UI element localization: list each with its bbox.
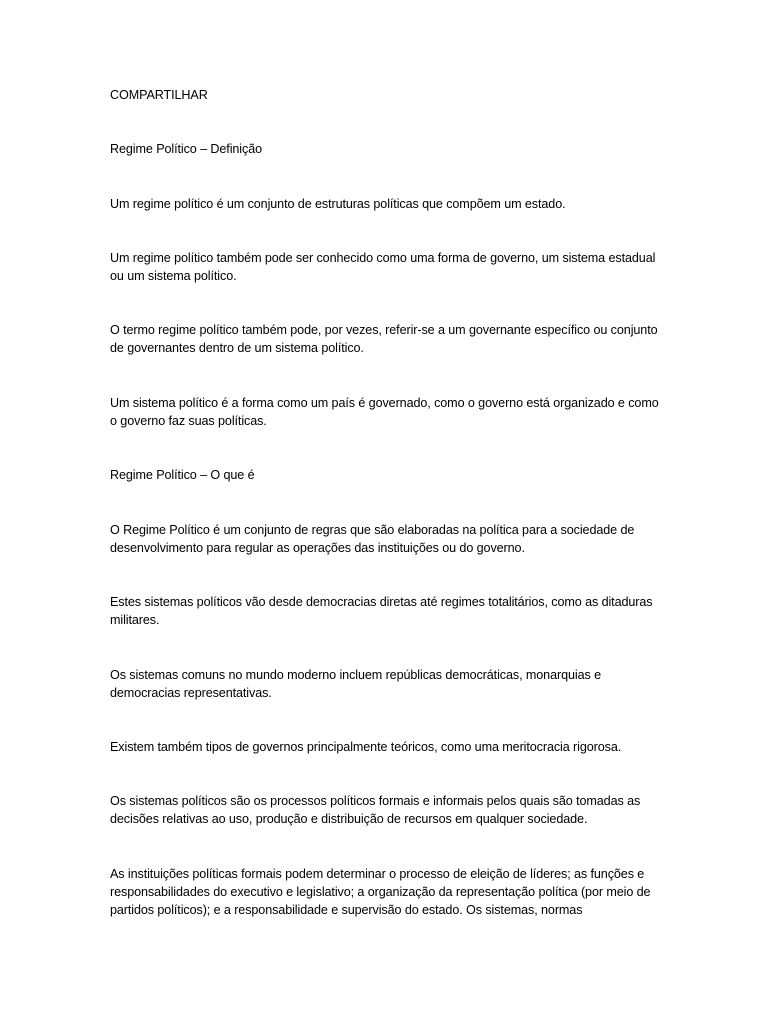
paragraph-4: Um sistema político é a forma como um país é governado, como o governo está organizado e como o governo faz suas políticas. — [110, 396, 659, 428]
paragraph-5: O Regime Político é um conjunto de regras que são elaboradas na política para a sociedade de desenvolvimento para regular as operações das instituições ou do governo. — [110, 523, 635, 555]
paragraph-8: Existem também tipos de governos principalmente teóricos, como uma meritocracia rigorosa. — [110, 740, 622, 754]
share-link[interactable]: COMPARTILHAR — [110, 88, 208, 102]
paragraph-1: Um regime político é um conjunto de estruturas políticas que compõem um estado. — [110, 197, 566, 211]
section-heading-definicao: Regime Político – Definição — [110, 142, 262, 156]
paragraph-9: Os sistemas políticos são os processos políticos formais e informais pelos quais são tomadas as decisões relativas ao uso, produção e distribuição de recursos em qualquer sociedade. — [110, 794, 641, 826]
paragraph-6: Estes sistemas políticos vão desde democracias diretas até regimes totalitários, como as ditaduras militares. — [110, 595, 653, 627]
paragraph-10: As instituições políticas formais podem determinar o processo de eleição de líderes; as funções e responsabilidades do executivo e legislativo; a organização da representação política (por meio de partidos políticos); e a responsabilidade e supervisão do estado. Os sistemas, normas — [110, 867, 651, 917]
paragraph-3: O termo regime político também pode, por vezes, referir-se a um governante específico ou conjunto de governantes dentro de um sistema político. — [110, 323, 658, 355]
paragraph-2: Um regime político também pode ser conhecido como uma forma de governo, um sistema estadual ou um sistema político. — [110, 251, 656, 283]
section-heading-oque: Regime Político – O que é — [110, 468, 255, 482]
paragraph-7: Os sistemas comuns no mundo moderno incluem repúblicas democráticas, monarquias e democracias representativas. — [110, 668, 601, 700]
